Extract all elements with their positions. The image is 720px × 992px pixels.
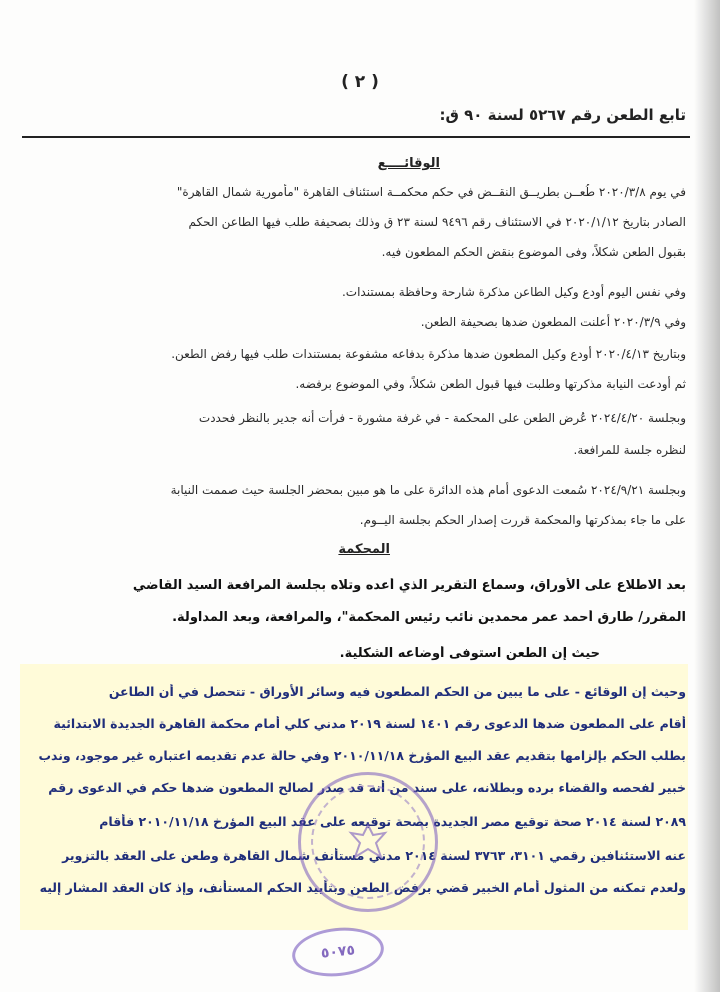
highlighted-line: ٢٠٨٩ لسنة ٢٠١٤ صحة توقيع مصر الجديدة بصحة توقيعه على عقد البيع المؤرخ ٢٠١٠/١١/١٨ فأقام [99,814,686,829]
facts-line: وفي نفس اليوم أودع وكيل الطاعن مذكرة شارحة وحافظة بمستندات. [341,285,686,299]
highlighted-line: خبير لفحصه والقضاء برده وبطلانه، على سند من أنه قد صدر لصالح المطعون ضدها حكم في الدعوى رقم [48,780,686,795]
facts-line: وبجلسة ٢٠٢٤/٩/٢١ سُمعت الدعوى أمام هذه الدائرة على ما هو مبين بمحضر الجلسة حيث صممت النيابة [170,483,686,497]
case-header: تابع الطعن رقم ٥٢٦٧ لسنة ٩٠ ق: [439,106,686,124]
court-line: المقرر/ طارق أحمد عمر محمدين نائب رئيس المحكمة"، والمرافعة، وبعد المداولة. [172,610,686,625]
highlighted-line: بطلب الحكم بإلزامها بتقديم عقد البيع المؤرخ ٢٠١٠/١١/١٨ وفي حالة عدم تقديمه اعتباره غير موجود، وندب [38,748,686,763]
highlighted-line: ولعدم تمكنه من المثول أمام الخبير قضي برفض الطعن وبتأييد الحكم المستأنف، وإذ كان العقد المشار إليه [39,880,686,895]
court-seal-stamp [298,772,438,912]
page-number: ( ٢ ) [341,72,379,92]
court-line: بعد الاطلاع على الأوراق، وسماع التقرير الذي أعده وتلاه بجلسة المرافعة السيد القاضي [132,578,686,593]
highlighted-line: وحيث إن الوقائع - على ما يبين من الحكم المطعون فيه وسائر الأوراق - تتحصل في أن الطاعن [108,684,686,699]
facts-line: وفي ٢٠٢٠/٣/٩ أعلنت المطعون ضدها بصحيفة الطعن. [420,315,686,329]
facts-line: الصادر بتاريخ ٢٠٢٠/١/١٢ في الاستئناف رقم ٩٤٩٦ لسنة ٢٣ ق وذلك بصحيفة طلب فيها الطاعن الحكم [188,215,686,229]
court-line: حيث إن الطعن استوفى أوضاعه الشكلية. [339,646,600,661]
eagle-emblem-icon [345,819,391,865]
facts-line: ثم أودعت النيابة مذكرتها وطلبت فيها قبول الطعن شكلاً، وفي الموضوع برفضه. [295,377,686,391]
stamp-number: ٥٠٧٥ [320,942,356,962]
facts-line: في يوم ٢٠٢٠/٣/٨ طُعــن بطريــق النقــض في حكم محكمــة استئناف القاهرة "مأمورية شمال القاهرة" [176,185,686,199]
highlighted-line: عنه الاستئنافين رقمي ٣١٠١، ٣٧٦٣ لسنة ٢٠١٤ مدني مستأنف شمال القاهرة وطعن على العقد بالتزوير [62,848,686,863]
facts-line: وبجلسة ٢٠٢٤/٤/٢٠ عُرض الطعن على المحكمة - في غرفة مشورة - فرأت أنه جدير بالنظر فحددت [198,411,686,425]
highlighted-line: أقام على المطعون ضدها الدعوى رقم ١٤٠١ لسنة ٢٠١٩ مدني كلي أمام محكمة القاهرة الجديدة الابتدائية [53,716,686,731]
facts-heading: الوقائــــع [377,156,440,171]
court-heading: المحكمة [338,542,390,557]
facts-line: بقبول الطعن شكلاً، وفى الموضوع بنقض الحكم المطعون فيه. [381,245,686,259]
facts-line: وبتاريخ ٢٠٢٠/٤/١٣ أودع وكيل المطعون ضدها مذكرة بدفاعه مشفوعة بمستندات طلب فيها رفض الطعن. [171,347,686,361]
facts-line: على ما جاء بمذكرتها والمحكمة قررت إصدار الحكم بجلسة اليــوم. [359,513,686,527]
facts-line: لنظره جلسة للمرافعة. [573,443,686,457]
number-stamp [290,923,387,980]
header-divider [22,136,690,138]
scan-edge-shadow [694,0,720,992]
